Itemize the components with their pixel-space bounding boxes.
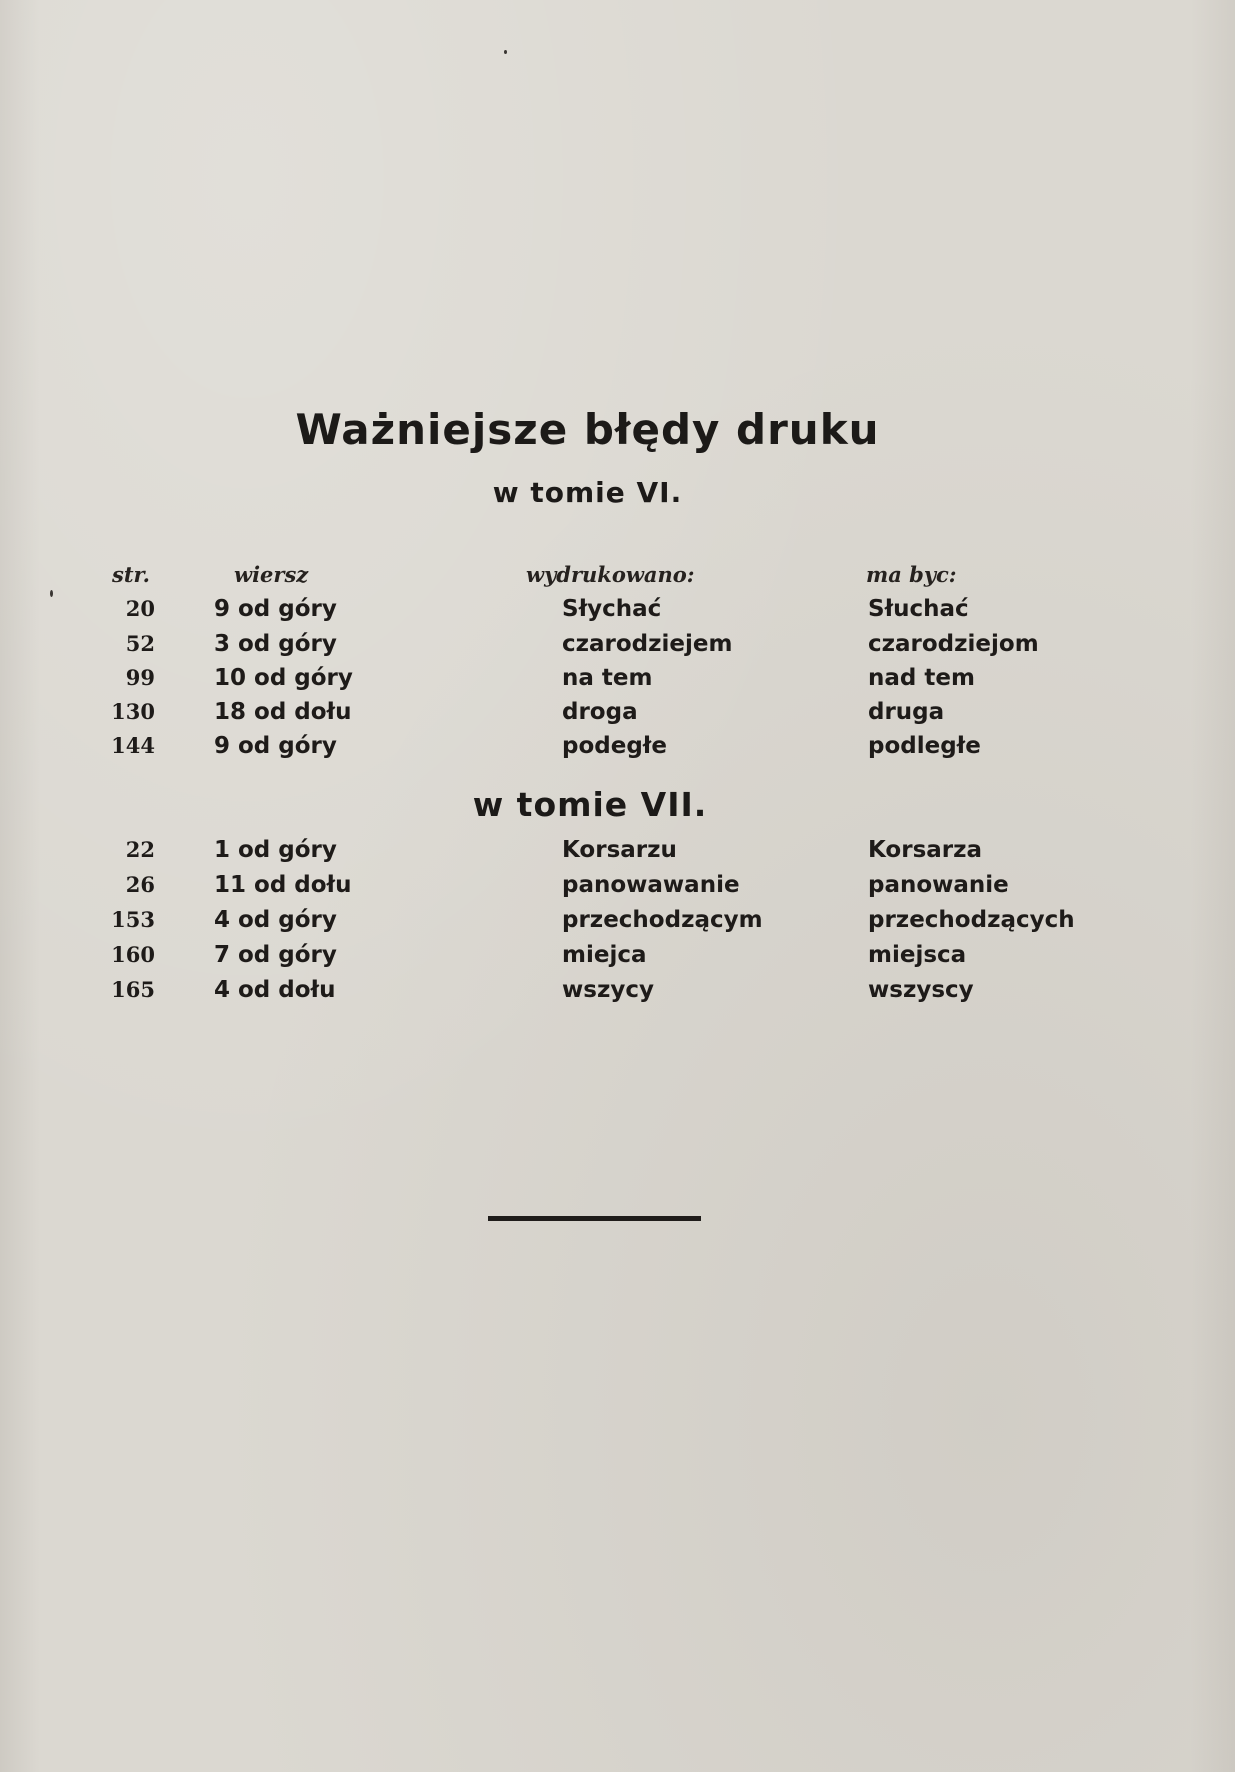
page-number: 20 <box>125 596 155 621</box>
printed-text: droga <box>562 699 638 725</box>
closing-rule <box>488 1216 701 1221</box>
page-number: 99 <box>125 665 155 690</box>
correct-text: druga <box>868 699 945 725</box>
line-reference: 9 od góry <box>214 596 337 622</box>
errata-row <box>0 665 1235 699</box>
printed-text: Słychać <box>562 596 662 622</box>
correct-text: wszyscy <box>868 977 974 1003</box>
errata-row <box>0 907 1235 941</box>
header-should-be: ma byc: <box>866 562 957 587</box>
line-reference: 4 od dołu <box>214 977 336 1003</box>
correct-text: podległe <box>868 733 981 759</box>
header-line: wiersz <box>234 562 309 587</box>
page-number: 153 <box>111 907 155 932</box>
errata-row <box>0 631 1235 665</box>
ink-speck <box>504 50 507 54</box>
printed-text: na tem <box>562 665 653 691</box>
errata-row <box>0 872 1235 906</box>
printed-text: podegłe <box>562 733 667 759</box>
correct-text: miejsca <box>868 942 967 968</box>
header-printed: wydrukowano: <box>526 562 695 587</box>
line-reference: 4 od góry <box>214 907 337 933</box>
line-reference: 1 od góry <box>214 837 337 863</box>
errata-row <box>0 733 1235 767</box>
page-number: 160 <box>111 942 155 967</box>
page-number: 130 <box>111 699 155 724</box>
correct-text: przechodzących <box>868 907 1075 933</box>
page-number: 165 <box>111 977 155 1002</box>
volume-vii-heading: w tomie VII. <box>472 785 708 824</box>
column-headers <box>0 562 1235 596</box>
correct-text: Słuchać <box>868 596 969 622</box>
page-number: 26 <box>125 872 155 897</box>
printed-text: przechodzącym <box>562 907 763 933</box>
printed-text: czarodziejem <box>562 631 733 657</box>
page-number: 22 <box>125 837 155 862</box>
line-reference: 10 od góry <box>214 665 353 691</box>
printed-text: Korsarzu <box>562 837 677 863</box>
line-reference: 11 od dołu <box>214 872 352 898</box>
line-reference: 9 od góry <box>214 733 337 759</box>
line-reference: 18 od dołu <box>214 699 352 725</box>
printed-text: miejca <box>562 942 647 968</box>
printed-text: wszycy <box>562 977 654 1003</box>
correct-text: czarodziejom <box>868 631 1039 657</box>
page-number: 144 <box>111 733 155 758</box>
header-page: str. <box>112 562 150 587</box>
errata-row <box>0 942 1235 976</box>
line-reference: 3 od góry <box>214 631 337 657</box>
printed-text: panowawanie <box>562 872 740 898</box>
correct-text: Korsarza <box>868 837 983 863</box>
volume-vi-heading: w tomie VI. <box>492 476 683 509</box>
correct-text: nad tem <box>868 665 975 691</box>
errata-row <box>0 977 1235 1011</box>
correct-text: panowanie <box>868 872 1009 898</box>
errata-row <box>0 596 1235 630</box>
page-title: Ważniejsze błędy druku <box>295 405 880 454</box>
line-reference: 7 od góry <box>214 942 337 968</box>
page-number: 52 <box>125 631 155 656</box>
errata-row <box>0 699 1235 733</box>
errata-row <box>0 837 1235 871</box>
